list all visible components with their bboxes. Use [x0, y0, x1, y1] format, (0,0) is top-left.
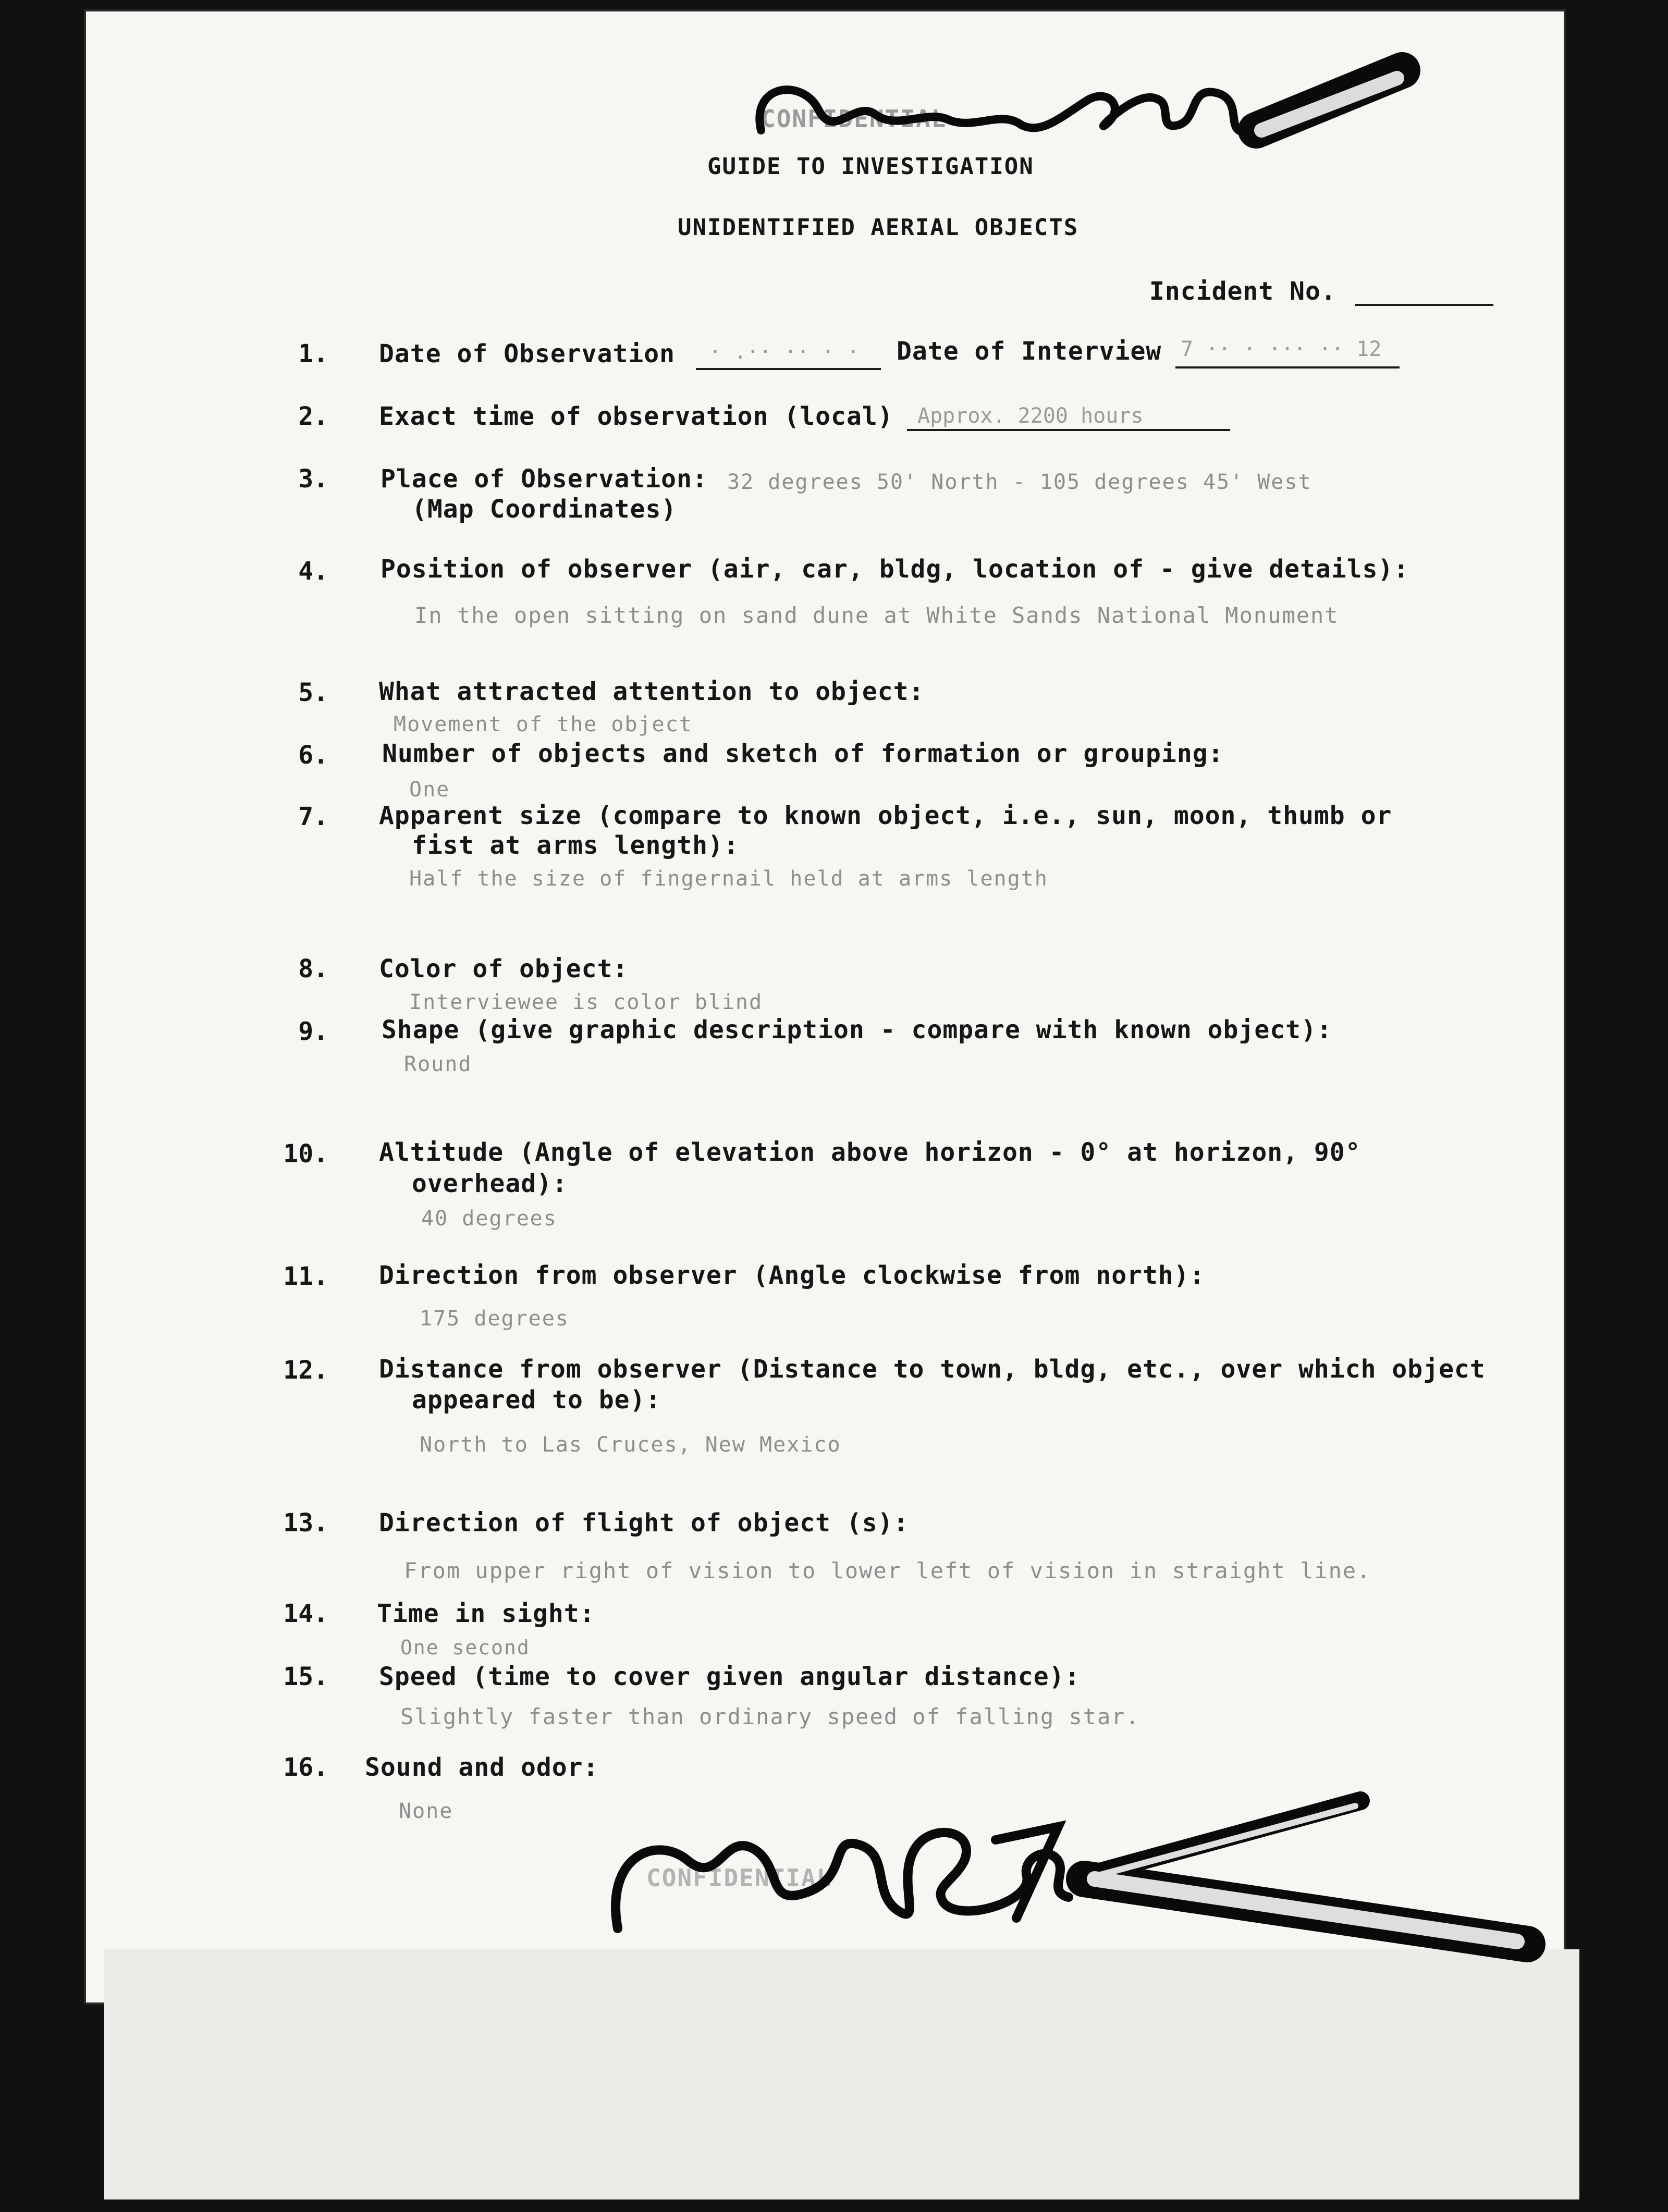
sound-and-odor-value: None	[399, 1799, 453, 1823]
item-label-map-coordinates: (Map Coordinates)	[412, 495, 677, 524]
item-label-sound-and-odor: Sound and odor:	[365, 1753, 599, 1782]
item-number-14: 14.	[283, 1599, 328, 1628]
item-number-13: 13.	[283, 1508, 328, 1538]
time-in-sight-value: One second	[400, 1636, 530, 1659]
item-label-altitude: Altitude (Angle of elevation above horizon - 0° at horizon, 90°	[379, 1138, 1361, 1167]
item-label-shape: Shape (give graphic description - compare with known object):	[382, 1015, 1332, 1044]
item-number-15: 15.	[283, 1662, 328, 1691]
item-number-11: 11.	[283, 1262, 328, 1291]
exact-time-value: Approx. 2200 hours	[917, 404, 1144, 428]
item-label-place-of-observation: Place of Observation:	[381, 464, 708, 494]
exact-time-blank	[907, 429, 1230, 431]
color-of-object-value: Interviewee is color blind	[409, 990, 763, 1014]
incident-label: Incident No.	[1149, 277, 1336, 306]
item-number-7: 7.	[298, 802, 328, 831]
date-of-interview-value: 7 ·· · ··· ·· 12	[1181, 337, 1382, 361]
item-label-distance-cont: appeared to be):	[412, 1385, 661, 1415]
item-label-exact-time: Exact time of observation (local)	[379, 402, 893, 431]
item-label-distance-from-observer: Distance from observer (Distance to town, bldg, etc., over which object	[379, 1355, 1486, 1384]
item-number-9: 9.	[298, 1017, 328, 1046]
item-label-number-of-objects: Number of objects and sketch of formation or grouping:	[382, 739, 1224, 768]
redaction-scribble-bottom	[599, 1772, 1548, 1981]
shape-value: Round	[404, 1052, 472, 1076]
item-label-position-of-observer: Position of observer (air, car, bldg, location of - give details):	[381, 555, 1409, 584]
crossed-out-stamp-top: CONFIDENTIAL	[761, 105, 947, 133]
item-label-date-of-interview: Date of Interview	[897, 337, 1162, 366]
speed-value: Slightly faster than ordinary speed of falling star.	[400, 1704, 1140, 1729]
direction-of-flight-value: From upper right of vision to lower left of vision in straight line.	[404, 1558, 1371, 1583]
page-underlay	[104, 1949, 1579, 2199]
direction-from-observer-value: 175 degrees	[420, 1307, 569, 1331]
position-of-observer-value: In the open sitting on sand dune at White Sands National Monument	[414, 603, 1339, 628]
item-number-6: 6.	[298, 741, 328, 770]
date-of-observation-blank	[696, 368, 881, 370]
distance-from-observer-value: North to Las Cruces, New Mexico	[420, 1433, 841, 1457]
number-of-objects-value: One	[409, 778, 450, 802]
attracted-attention-value: Movement of the object	[394, 712, 693, 736]
item-label-direction-of-flight: Direction of flight of object (s):	[379, 1508, 909, 1538]
apparent-size-value: Half the size of fingernail held at arms length	[409, 867, 1048, 891]
item-label-color-of-object: Color of object:	[379, 954, 629, 984]
item-number-16: 16.	[283, 1753, 328, 1782]
date-of-interview-blank	[1175, 366, 1400, 368]
item-number-10: 10.	[283, 1139, 328, 1169]
item-number-4: 4.	[298, 557, 328, 586]
item-label-speed: Speed (time to cover given angular distance):	[379, 1662, 1081, 1691]
incident-number-blank	[1355, 304, 1493, 306]
item-number-8: 8.	[298, 954, 328, 984]
item-label-apparent-size: Apparent size (compare to known object, i.e., sun, moon, thumb or	[379, 801, 1392, 830]
item-number-1: 1.	[298, 339, 328, 368]
item-label-date-of-observation: Date of Observation	[379, 339, 676, 368]
item-label-what-attracted-attention: What attracted attention to object:	[379, 677, 925, 706]
altitude-value: 40 degrees	[421, 1207, 557, 1231]
document-title: GUIDE TO INVESTIGATION	[707, 153, 1034, 180]
item-number-2: 2.	[298, 402, 328, 431]
item-number-12: 12.	[283, 1356, 328, 1385]
item-label-direction-from-observer: Direction from observer (Angle clockwise from north):	[379, 1261, 1205, 1290]
item-number-3: 3.	[298, 464, 328, 494]
item-number-5: 5.	[298, 678, 328, 707]
date-of-observation-value: · .·· ·· · ·	[709, 340, 860, 364]
document-subtitle: UNIDENTIFIED AERIAL OBJECTS	[678, 214, 1079, 241]
item-label-altitude-cont: overhead):	[412, 1169, 568, 1198]
crossed-out-stamp-bottom: CONFIDENTIAL	[646, 1864, 832, 1892]
item-label-time-in-sight: Time in sight:	[377, 1599, 595, 1628]
item-label-apparent-size-cont: fist at arms length):	[412, 831, 739, 860]
place-of-observation-value: 32 degrees 50' North - 105 degrees 45' West	[727, 470, 1312, 494]
